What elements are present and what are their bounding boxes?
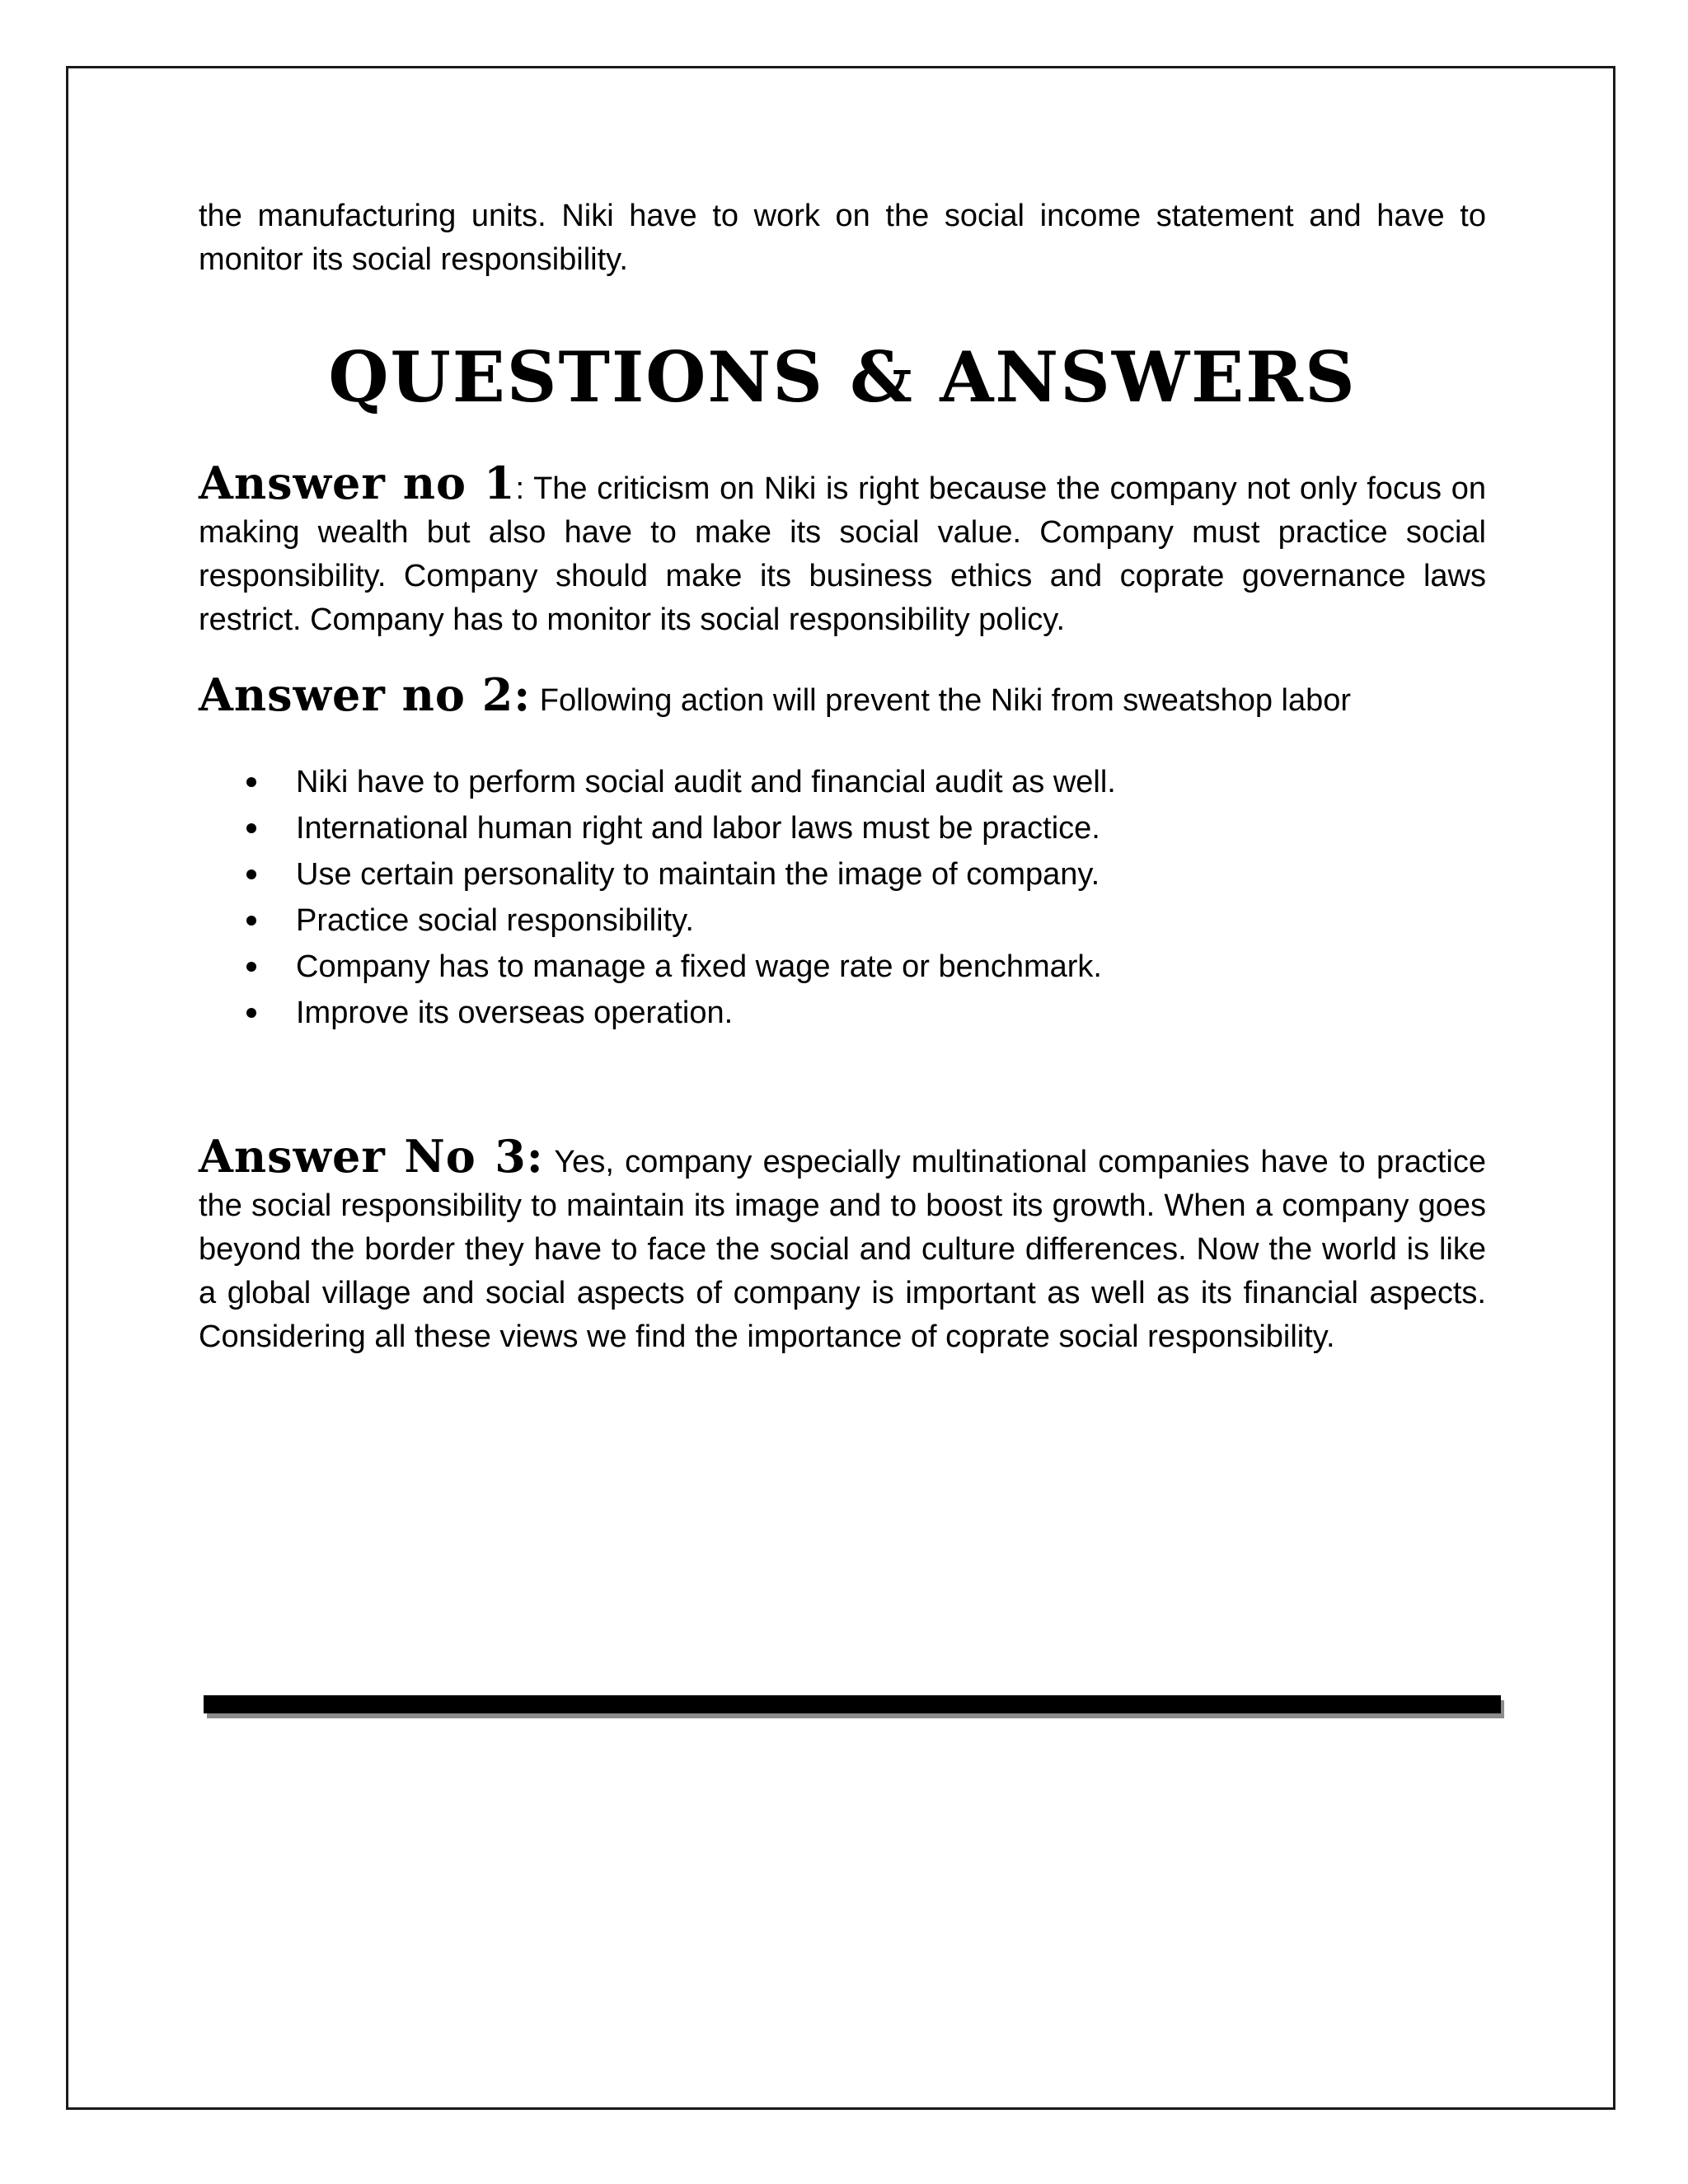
list-item [199, 759, 1486, 805]
bullet-icon [246, 823, 256, 833]
answer-1-text: : The criticism on Niki is right because the company not only focus on making wealth but also have to make its social value. Company must practice social responsibility. Company should make its business ethics and coprate governance laws restrict. Company has to monitor its social responsibility policy. [199, 471, 1486, 637]
answer-2-label: Answer no 2: [199, 668, 532, 721]
list-item-text: Improve its overseas operation. [296, 996, 734, 1030]
answer-3-paragraph [199, 1130, 1486, 1359]
list-item [199, 851, 1486, 898]
intro-paragraph: the manufacturing units. Niki have to work on the social income statement and have to monitor its social responsibility. [199, 199, 1486, 277]
list-item-text: Company has to manage a fixed wage rate or benchmark. [296, 949, 1102, 984]
list-item [199, 990, 1486, 1036]
list-item-text: Niki have to perform social audit and financial audit as well. [296, 765, 1116, 799]
bullet-icon [246, 777, 256, 787]
list-item-text: International human right and labor laws must be practice. [296, 811, 1100, 846]
bullet-icon [246, 1008, 256, 1018]
bullet-icon [246, 916, 256, 926]
answer-2-paragraph [199, 668, 1486, 723]
bullet-icon [246, 962, 256, 972]
list-item [199, 898, 1486, 944]
answer-1-paragraph [199, 457, 1486, 642]
answer-2-bullet-list [199, 759, 1486, 1036]
answer-3-label: Answer No 3: [199, 1130, 544, 1183]
answer-2-text: Following action will prevent the Niki from sweatshop labor [531, 683, 1352, 718]
answer-3-text: Yes, company especially multinational companies have to practice the social responsibility to maintain its image and to boost its growth. When a company goes beyond the border they have to face the social and culture differences. Now the world is like a global village and social aspects of company is important as well as its financial aspects. Considering all these views we find the importance of coprate social responsibility. [199, 1145, 1486, 1354]
list-item-text: Use certain personality to maintain the image of company. [296, 857, 1100, 892]
answer-1-label: Answer no 1 [199, 457, 516, 509]
document-content [199, 194, 1486, 1359]
page-title: QUESTIONS & ANSWERS [328, 336, 1357, 418]
list-item [199, 805, 1486, 851]
section-divider [204, 1695, 1501, 1713]
list-item-text: Practice social responsibility. [296, 903, 694, 938]
bullet-icon [246, 869, 256, 879]
list-item [199, 944, 1486, 990]
